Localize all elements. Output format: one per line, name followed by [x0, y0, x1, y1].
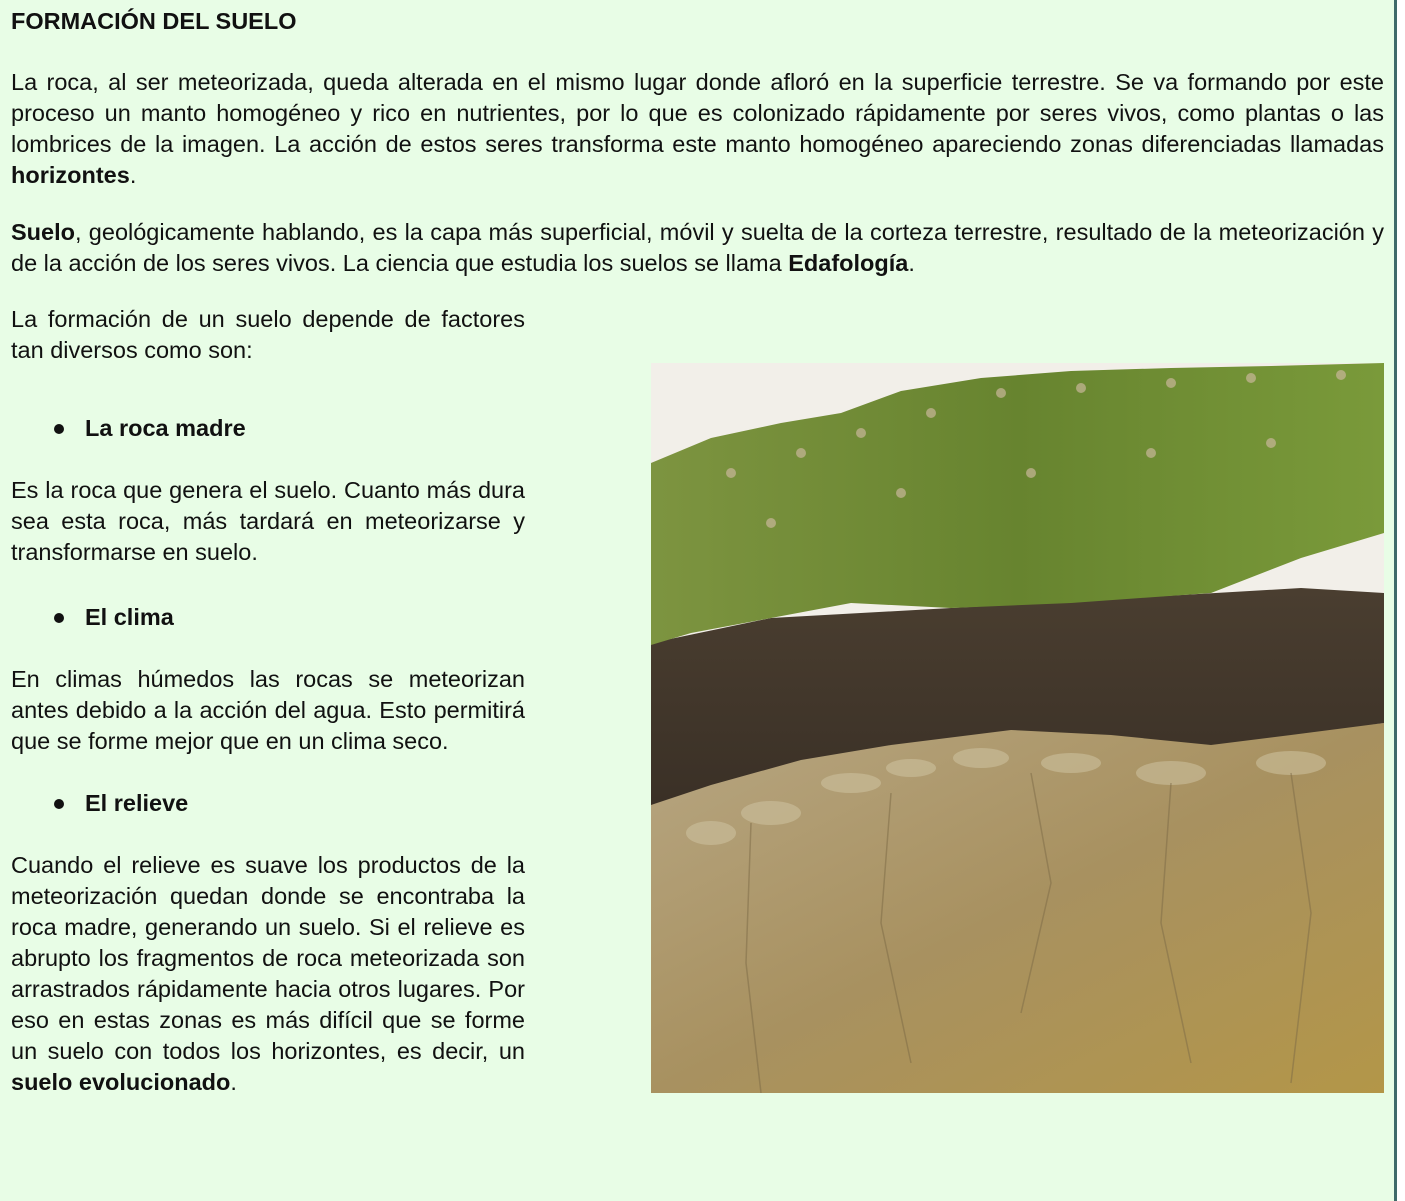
- term-horizontes: horizontes: [11, 162, 130, 188]
- page-title: FORMACIÓN DEL SUELO: [11, 8, 297, 34]
- factor-heading-roca-madre: [11, 413, 525, 444]
- relieve-text: Cuando el relieve es suave los productos de la meteorización quedan donde se encontraba la roca madre, generando un suelo. Si el relieve es abrupto los fragmentos de roca meteorizada son arrastrados rápidamente hacia otros lugares. Por eso en estas zonas es más difícil que se forme un suelo con todos los horizontes, es decir, un: [11, 852, 525, 1064]
- soil-profile-photo: [651, 363, 1384, 1093]
- factor-heading-clima: [11, 602, 525, 633]
- factor-heading-relieve: [11, 788, 525, 819]
- factors-intro: La formación de un suelo depende de factores tan diversos como son:: [11, 306, 525, 363]
- factor-heading-text: El relieve: [85, 790, 189, 816]
- term-suelo: Suelo: [11, 219, 75, 245]
- definition-paragraph: [11, 217, 1384, 279]
- bullet-icon: [54, 424, 64, 434]
- factors-column: [11, 304, 525, 1098]
- definition-end: .: [908, 250, 915, 276]
- intro-end: .: [129, 162, 137, 188]
- bullet-icon: [54, 799, 64, 809]
- page-right-margin: [1397, 0, 1405, 1201]
- factor-heading-text: La roca madre: [85, 415, 246, 441]
- factor-text-clima: En climas húmedos las rocas se meteorizan antes debido a la acción del agua. Esto permitirá que se forme mejor que en un clima seco.: [11, 666, 525, 754]
- definition-text: , geológicamente hablando, es la capa más superficial, móvil y suelta de la corteza terrestre, resultado de la meteorización y de la acción de los seres vivos. La ciencia que estudia los suelos se llama: [11, 219, 1384, 276]
- term-edafologia: Edafología: [788, 250, 909, 276]
- factor-heading-text: El clima: [85, 604, 174, 630]
- factor-text-roca-madre: Es la roca que genera el suelo. Cuanto más dura sea esta roca, más tardará en meteorizarse y transformarse en suelo.: [11, 477, 525, 565]
- relieve-end: .: [230, 1069, 237, 1095]
- bullet-icon: [54, 613, 64, 623]
- intro-paragraph: [11, 67, 1384, 191]
- intro-text: La roca, al ser meteorizada, queda alterada en el mismo lugar donde afloró en la superficie terrestre. Se va formando por este proceso un manto homogéneo y rico en nutrientes, por lo que es colonizado rápidamente por seres vivos, como plantas o las lombrices de la imagen. La acción de estos seres transforma este manto homogéneo apareciendo zonas diferenciadas llamadas: [11, 69, 1384, 157]
- term-suelo-evolucionado: suelo evolucionado: [11, 1069, 231, 1095]
- factor-text-relieve: [11, 850, 525, 1098]
